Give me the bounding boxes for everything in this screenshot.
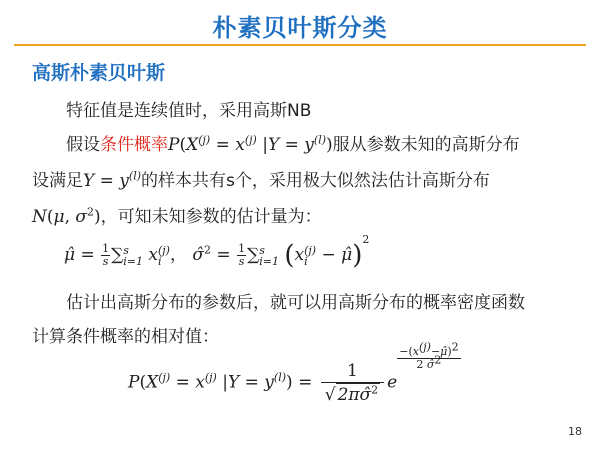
slide-title: 朴素贝叶斯分类	[212, 14, 388, 42]
fraction-normalizer: $\frac{1}{√ 2\pi\sigmâ^2}$	[321, 360, 384, 406]
text-line-sample-count	[32, 166, 490, 191]
fraction-one-over-s: $\frac{1}{s}$	[102, 242, 110, 268]
assumption-suffix: 服从参数未知的高斯分布	[332, 135, 520, 155]
text-line-estimators	[32, 202, 322, 227]
conditional-probability-highlight: 条件概率	[100, 135, 168, 155]
text-line-continuous-features: 特征值是连续值时，采用高斯NB	[66, 101, 312, 121]
formula-conditional-prob: $P(X^{(j)} = x^{(j)}$ $|Y = y^{(l)}$)	[168, 133, 333, 155]
text-line-after-estimation: 估计出高斯分布的参数后，就可以用高斯分布的概率密度函数	[66, 293, 525, 313]
exponent-fraction: $\frac{-(x^{(j)}-\mû)^2}{2 \sigmâ^2}$	[399, 340, 459, 371]
estimator-suffix: ，可知未知参数的估计量为：	[100, 207, 322, 227]
formula-separator: ，	[169, 245, 187, 265]
formula-normal-dist: N(μ, $\sigma^2$)	[32, 205, 101, 227]
sample-suffix: 的样本共有s个，采用极大似然法估计高斯分布	[141, 171, 490, 191]
assumption-prefix: 假设	[66, 135, 100, 155]
text-line-assumption	[66, 130, 520, 155]
formula-mle-estimates: μ̂ = $\frac{1}{s}$ ∑ s i=1 x (j) i ， σ̂$^2$ = $\frac{1}{s}$ ∑ s i=1 (x (j) i − μ̂)$^2$	[64, 233, 370, 271]
fraction-one-over-s-2: $\frac{1}{s}$	[238, 242, 246, 268]
formula-gaussian-pdf: $P(X^{(j)} = x^{(j)}$ $|Y = y^{(l)}$) = $\frac{1}{√ 2\pi\sigmâ^2}$ e $\frac{-(x^{(j)}-\mû)^2}{2 \sigmâ^2}$	[128, 340, 459, 405]
formula-y-equals: $Y = y^{(l)}$	[83, 169, 142, 191]
page-number: 18	[568, 425, 582, 438]
title-divider	[14, 44, 586, 46]
section-heading: 高斯朴素贝叶斯	[32, 62, 166, 84]
sample-prefix: 设满足	[32, 171, 83, 191]
text-line-relative-value: 计算条件概率的相对值：	[32, 327, 219, 347]
